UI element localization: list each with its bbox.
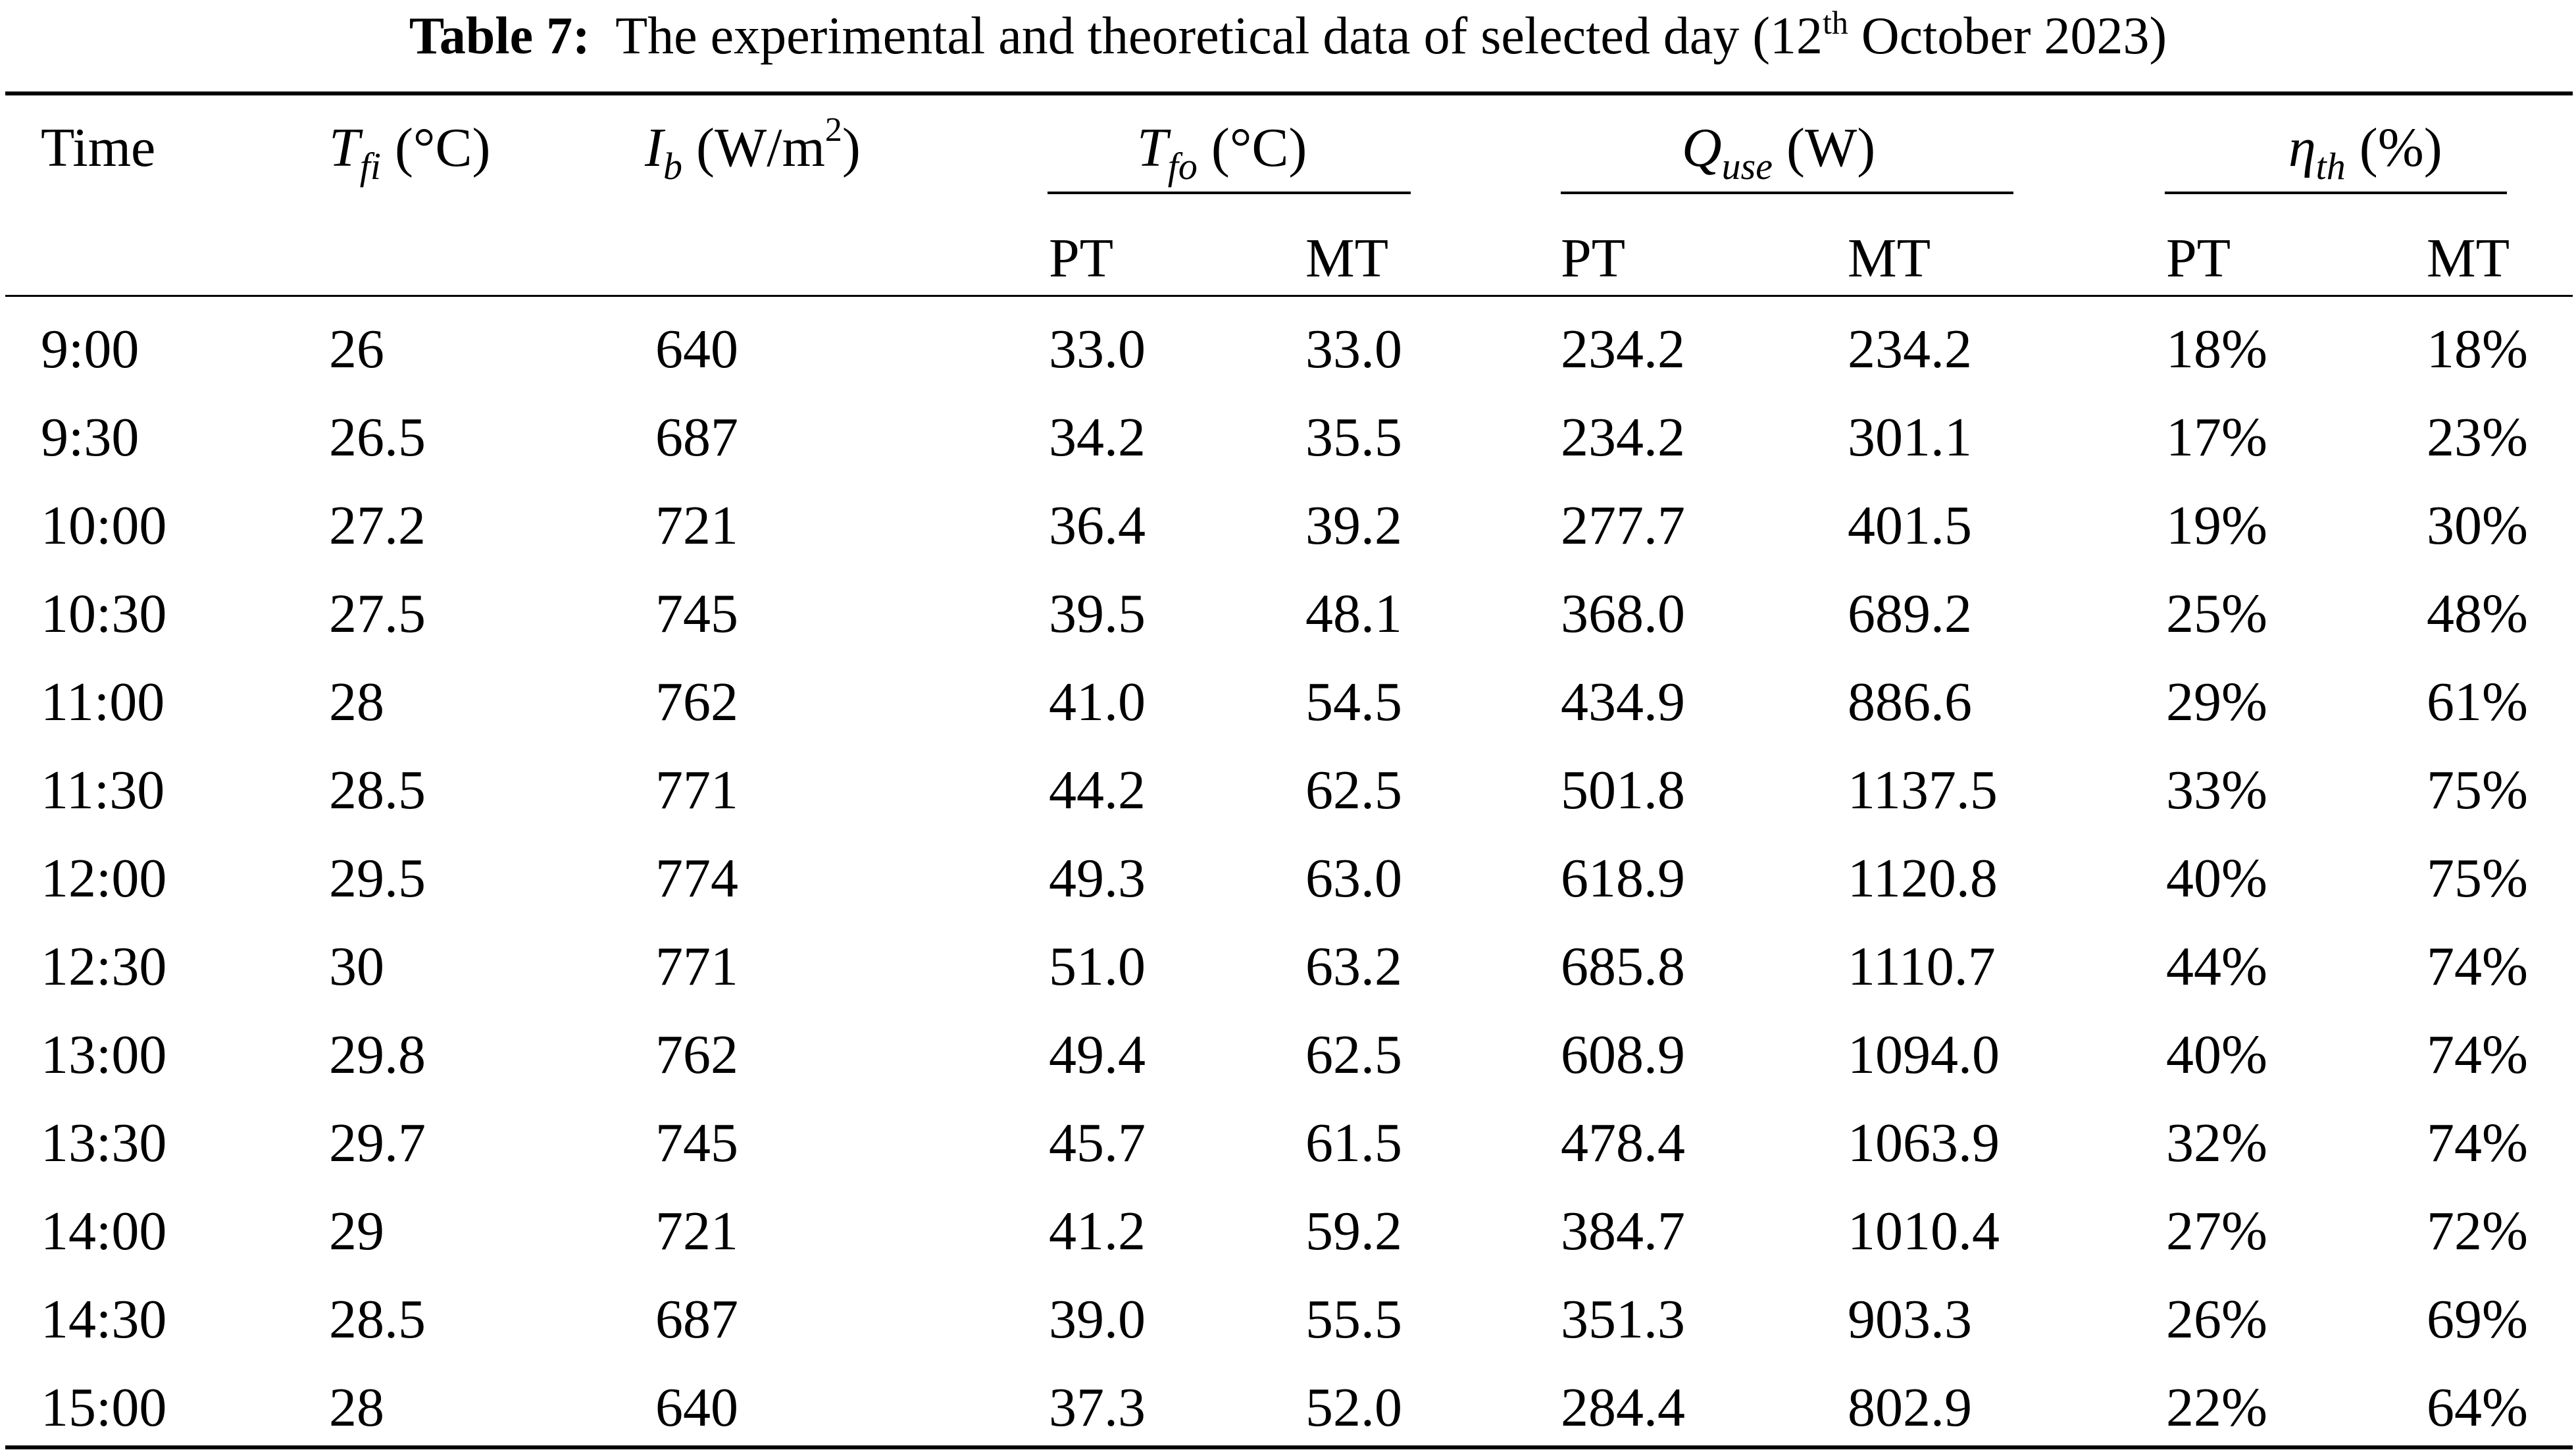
group-underline-useful-heat bbox=[1561, 192, 2013, 194]
cell-outlet-temp-pt: 44.2 bbox=[1049, 760, 1146, 821]
cell-irradiance: 687 bbox=[655, 407, 738, 468]
cell-efficiency-pt: 44% bbox=[2166, 936, 2267, 997]
table-caption-label: Table 7: bbox=[409, 7, 590, 65]
cell-useful-heat-mt: 1137.5 bbox=[1848, 760, 1998, 821]
cell-irradiance: 771 bbox=[655, 936, 738, 997]
cell-outlet-temp-pt: 39.5 bbox=[1049, 583, 1146, 644]
cell-time: 9:00 bbox=[41, 319, 139, 380]
cell-efficiency-mt: 75% bbox=[2427, 848, 2528, 909]
cell-efficiency-mt: 18% bbox=[2427, 319, 2528, 380]
header-irradiance: $I_b$ $(W/m^2)$ bbox=[645, 111, 861, 188]
table-bottom-rule bbox=[5, 1445, 2573, 1449]
cell-efficiency-pt: 22% bbox=[2166, 1377, 2267, 1438]
cell-outlet-temp-pt: 41.2 bbox=[1049, 1201, 1146, 1262]
cell-useful-heat-mt: 401.5 bbox=[1848, 495, 1972, 556]
cell-outlet-temp-pt: 41.0 bbox=[1049, 671, 1146, 733]
subheader-tfo-pt: PT bbox=[1049, 228, 1114, 289]
cell-outlet-temp-mt: 62.5 bbox=[1305, 760, 1402, 821]
cell-efficiency-pt: 17% bbox=[2166, 407, 2267, 468]
cell-efficiency-mt: 61% bbox=[2427, 671, 2528, 733]
cell-outlet-temp-mt: 59.2 bbox=[1305, 1201, 1402, 1262]
cell-outlet-temp-pt: 34.2 bbox=[1049, 407, 1146, 468]
cell-useful-heat-pt: 384.7 bbox=[1561, 1201, 1685, 1262]
cell-outlet-temp-pt: 39.0 bbox=[1049, 1289, 1146, 1350]
cell-useful-heat-mt: 1063.9 bbox=[1848, 1112, 2000, 1174]
cell-useful-heat-pt: 434.9 bbox=[1561, 671, 1685, 733]
cell-efficiency-mt: 74% bbox=[2427, 1112, 2528, 1174]
cell-time: 13:00 bbox=[41, 1024, 167, 1085]
cell-useful-heat-mt: 1110.7 bbox=[1848, 936, 1996, 997]
subheader-quse-pt: PT bbox=[1561, 228, 1626, 289]
cell-outlet-temp-mt: 55.5 bbox=[1305, 1289, 1402, 1350]
cell-inlet-temp: 26.5 bbox=[329, 407, 426, 468]
cell-efficiency-mt: 69% bbox=[2427, 1289, 2528, 1350]
cell-useful-heat-mt: 301.1 bbox=[1848, 407, 1972, 468]
cell-inlet-temp: 28.5 bbox=[329, 760, 426, 821]
cell-useful-heat-pt: 478.4 bbox=[1561, 1112, 1685, 1174]
cell-outlet-temp-mt: 39.2 bbox=[1305, 495, 1402, 556]
cell-inlet-temp: 29.5 bbox=[329, 848, 426, 909]
cell-outlet-temp-mt: 63.2 bbox=[1305, 936, 1402, 997]
cell-outlet-temp-pt: 37.3 bbox=[1049, 1377, 1146, 1438]
cell-irradiance: 640 bbox=[655, 319, 738, 380]
cell-outlet-temp-mt: 62.5 bbox=[1305, 1024, 1402, 1085]
cell-irradiance: 762 bbox=[655, 671, 738, 733]
cell-outlet-temp-mt: 54.5 bbox=[1305, 671, 1402, 733]
cell-useful-heat-mt: 886.6 bbox=[1848, 671, 1972, 733]
cell-useful-heat-pt: 234.2 bbox=[1561, 319, 1685, 380]
cell-useful-heat-mt: 1120.8 bbox=[1848, 848, 1998, 909]
cell-efficiency-mt: 30% bbox=[2427, 495, 2528, 556]
cell-irradiance: 640 bbox=[655, 1377, 738, 1438]
table-header-rule bbox=[5, 295, 2573, 297]
cell-outlet-temp-mt: 63.0 bbox=[1305, 848, 1402, 909]
cell-efficiency-pt: 26% bbox=[2166, 1289, 2267, 1350]
cell-irradiance: 774 bbox=[655, 848, 738, 909]
subheader-eta-mt: MT bbox=[2427, 228, 2510, 289]
cell-efficiency-pt: 25% bbox=[2166, 583, 2267, 644]
cell-inlet-temp: 29.7 bbox=[329, 1112, 426, 1174]
cell-inlet-temp: 28.5 bbox=[329, 1289, 426, 1350]
cell-outlet-temp-pt: 33.0 bbox=[1049, 319, 1146, 380]
cell-inlet-temp: 30 bbox=[329, 936, 384, 997]
cell-outlet-temp-mt: 35.5 bbox=[1305, 407, 1402, 468]
table-caption-text: The experimental and theoretical data of selected day (12 bbox=[615, 7, 1823, 65]
cell-outlet-temp-pt: 51.0 bbox=[1049, 936, 1146, 997]
group-underline-thermal-efficiency bbox=[2165, 192, 2507, 194]
cell-efficiency-mt: 48% bbox=[2427, 583, 2528, 644]
cell-efficiency-mt: 75% bbox=[2427, 760, 2528, 821]
cell-irradiance: 762 bbox=[655, 1024, 738, 1085]
table-top-rule bbox=[5, 91, 2573, 95]
cell-efficiency-pt: 40% bbox=[2166, 848, 2267, 909]
cell-outlet-temp-mt: 61.5 bbox=[1305, 1112, 1402, 1174]
cell-efficiency-pt: 18% bbox=[2166, 319, 2267, 380]
cell-inlet-temp: 29 bbox=[329, 1201, 384, 1262]
cell-efficiency-mt: 72% bbox=[2427, 1201, 2528, 1262]
cell-useful-heat-pt: 608.9 bbox=[1561, 1024, 1685, 1085]
subheader-eta-pt: PT bbox=[2166, 228, 2231, 289]
cell-outlet-temp-mt: 52.0 bbox=[1305, 1377, 1402, 1438]
cell-time: 14:00 bbox=[41, 1201, 167, 1262]
cell-time: 13:30 bbox=[41, 1112, 167, 1174]
cell-inlet-temp: 27.2 bbox=[329, 495, 426, 556]
cell-irradiance: 771 bbox=[655, 760, 738, 821]
cell-useful-heat-pt: 501.8 bbox=[1561, 760, 1685, 821]
cell-useful-heat-pt: 234.2 bbox=[1561, 407, 1685, 468]
cell-useful-heat-mt: 903.3 bbox=[1848, 1289, 1972, 1350]
cell-time: 10:00 bbox=[41, 495, 167, 556]
cell-useful-heat-pt: 618.9 bbox=[1561, 848, 1685, 909]
cell-irradiance: 687 bbox=[655, 1289, 738, 1350]
cell-outlet-temp-pt: 49.3 bbox=[1049, 848, 1146, 909]
table-caption-text-end: October 2023) bbox=[1848, 7, 2167, 65]
cell-outlet-temp-pt: 45.7 bbox=[1049, 1112, 1146, 1174]
cell-time: 11:30 bbox=[41, 760, 165, 821]
cell-useful-heat-mt: 234.2 bbox=[1848, 319, 1972, 380]
cell-efficiency-mt: 23% bbox=[2427, 407, 2528, 468]
cell-time: 11:00 bbox=[41, 671, 165, 733]
cell-efficiency-pt: 33% bbox=[2166, 760, 2267, 821]
cell-irradiance: 745 bbox=[655, 583, 738, 644]
header-outlet-temperature: $T_{fo}$ (°C) bbox=[1137, 117, 1307, 188]
cell-useful-heat-pt: 351.3 bbox=[1561, 1289, 1685, 1350]
cell-inlet-temp: 28 bbox=[329, 671, 384, 733]
cell-efficiency-pt: 40% bbox=[2166, 1024, 2267, 1085]
table-caption-superscript: th bbox=[1822, 4, 1848, 41]
cell-outlet-temp-mt: 33.0 bbox=[1305, 319, 1402, 380]
cell-outlet-temp-pt: 36.4 bbox=[1049, 495, 1146, 556]
cell-time: 9:30 bbox=[41, 407, 139, 468]
subheader-quse-mt: MT bbox=[1848, 228, 1931, 289]
cell-inlet-temp: 28 bbox=[329, 1377, 384, 1438]
cell-inlet-temp: 29.8 bbox=[329, 1024, 426, 1085]
subheader-tfo-mt: MT bbox=[1305, 228, 1388, 289]
cell-efficiency-pt: 27% bbox=[2166, 1201, 2267, 1262]
cell-useful-heat-pt: 685.8 bbox=[1561, 936, 1685, 997]
cell-inlet-temp: 26 bbox=[329, 319, 384, 380]
cell-efficiency-mt: 64% bbox=[2427, 1377, 2528, 1438]
cell-outlet-temp-pt: 49.4 bbox=[1049, 1024, 1146, 1085]
cell-useful-heat-pt: 277.7 bbox=[1561, 495, 1685, 556]
cell-efficiency-pt: 32% bbox=[2166, 1112, 2267, 1174]
cell-time: 14:30 bbox=[41, 1289, 167, 1350]
cell-useful-heat-mt: 689.2 bbox=[1848, 583, 1972, 644]
cell-useful-heat-mt: 802.9 bbox=[1848, 1377, 1972, 1438]
cell-outlet-temp-mt: 48.1 bbox=[1305, 583, 1402, 644]
cell-useful-heat-pt: 368.0 bbox=[1561, 583, 1685, 644]
cell-irradiance: 721 bbox=[655, 495, 738, 556]
cell-efficiency-pt: 19% bbox=[2166, 495, 2267, 556]
cell-time: 10:30 bbox=[41, 583, 167, 644]
cell-useful-heat-mt: 1094.0 bbox=[1848, 1024, 2000, 1085]
group-underline-outlet-temperature bbox=[1048, 192, 1411, 194]
cell-time: 15:00 bbox=[41, 1377, 167, 1438]
cell-time: 12:00 bbox=[41, 848, 167, 909]
cell-useful-heat-pt: 284.4 bbox=[1561, 1377, 1685, 1438]
cell-efficiency-mt: 74% bbox=[2427, 1024, 2528, 1085]
header-useful-heat: $Q_{use}$ (W) bbox=[1682, 117, 1876, 188]
header-time: Time bbox=[41, 117, 156, 178]
cell-useful-heat-mt: 1010.4 bbox=[1848, 1201, 2000, 1262]
header-thermal-efficiency: $\eta_{th}$ (%) bbox=[2288, 117, 2442, 188]
cell-time: 12:30 bbox=[41, 936, 167, 997]
cell-efficiency-pt: 29% bbox=[2166, 671, 2267, 733]
cell-efficiency-mt: 74% bbox=[2427, 936, 2528, 997]
header-inlet-temperature: $T_{fi}$ (°C) bbox=[329, 117, 491, 188]
cell-inlet-temp: 27.5 bbox=[329, 583, 426, 644]
cell-irradiance: 745 bbox=[655, 1112, 738, 1174]
table-caption bbox=[0, 0, 2576, 72]
cell-irradiance: 721 bbox=[655, 1201, 738, 1262]
